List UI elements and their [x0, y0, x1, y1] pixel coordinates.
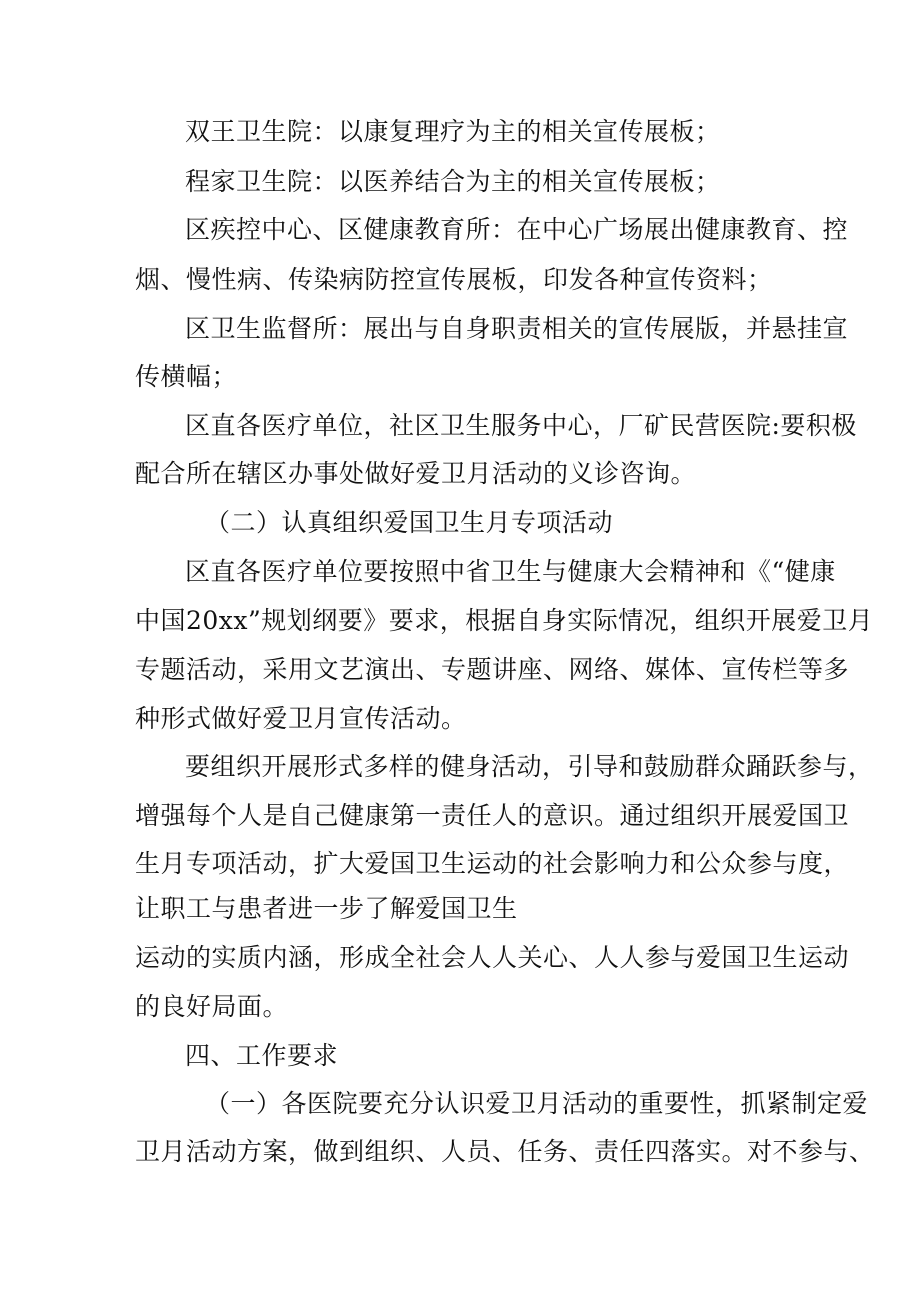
paragraph-line: 卫月活动方案，做到组织、人员、任务、责任四落实。对不参与、 [135, 1137, 875, 1166]
paragraph-line: 让职工与患者进一步了解爱国卫生 [135, 894, 518, 923]
paragraph-line: 程家卫生院：以医养结合为主的相关宣传展板； [185, 167, 721, 196]
section-heading: （二）认真组织爱国卫生月专项活动 [205, 508, 614, 537]
paragraph-line: （一）各医院要充分认识爱卫月活动的重要性，抓紧制定爱 [205, 1089, 869, 1118]
paragraph-line: 增强每个人是自己健康第一责任人的意识。通过组织开展爱国卫 [135, 801, 850, 830]
paragraph-line: 配合所在辖区办事处做好爱卫月活动的义诊咨询。 [135, 459, 697, 488]
paragraph-line: 专题活动，采用文艺演出、专题讲座、网络、媒体、宣传栏等多 [135, 655, 850, 684]
paragraph-line: 的良好局面。 [135, 992, 289, 1021]
paragraph-line: 烟、慢性病、传染病防控宣传展板，印发各种宣传资料； [135, 265, 773, 294]
paragraph-line: 中国20xx”规划纲要》要求，根据自身实际情况，组织开展爱卫月 [135, 606, 874, 635]
paragraph-line: 生月专项活动，扩大爱国卫生运动的社会影响力和公众参与度， [135, 849, 850, 878]
paragraph-line: 要组织开展形式多样的健身活动，引导和鼓励群众踊跃参与， [185, 752, 874, 781]
paragraph-line: 运动的实质内涵，形成全社会人人关心、人人参与爱国卫生运动 [135, 943, 850, 972]
paragraph-line: 种形式做好爱卫月宣传活动。 [135, 704, 467, 733]
paragraph-line: 区卫生监督所：展出与自身职责相关的宣传展版，并悬挂宣 [185, 314, 849, 343]
paragraph-line: 区直各医疗单位，社区卫生服务中心，厂矿民营医院:要积极 [185, 411, 857, 440]
paragraph-line: 区直各医疗单位要按照中省卫生与健康大会精神和《“健康 [185, 557, 836, 586]
paragraph-line: 传横幅； [135, 362, 238, 391]
paragraph-line: 双王卫生院：以康复理疗为主的相关宣传展板； [185, 117, 721, 146]
section-heading: 四、工作要求 [185, 1041, 339, 1070]
paragraph-line: 区疾控中心、区健康教育所：在中心广场展出健康教育、控 [185, 215, 849, 244]
